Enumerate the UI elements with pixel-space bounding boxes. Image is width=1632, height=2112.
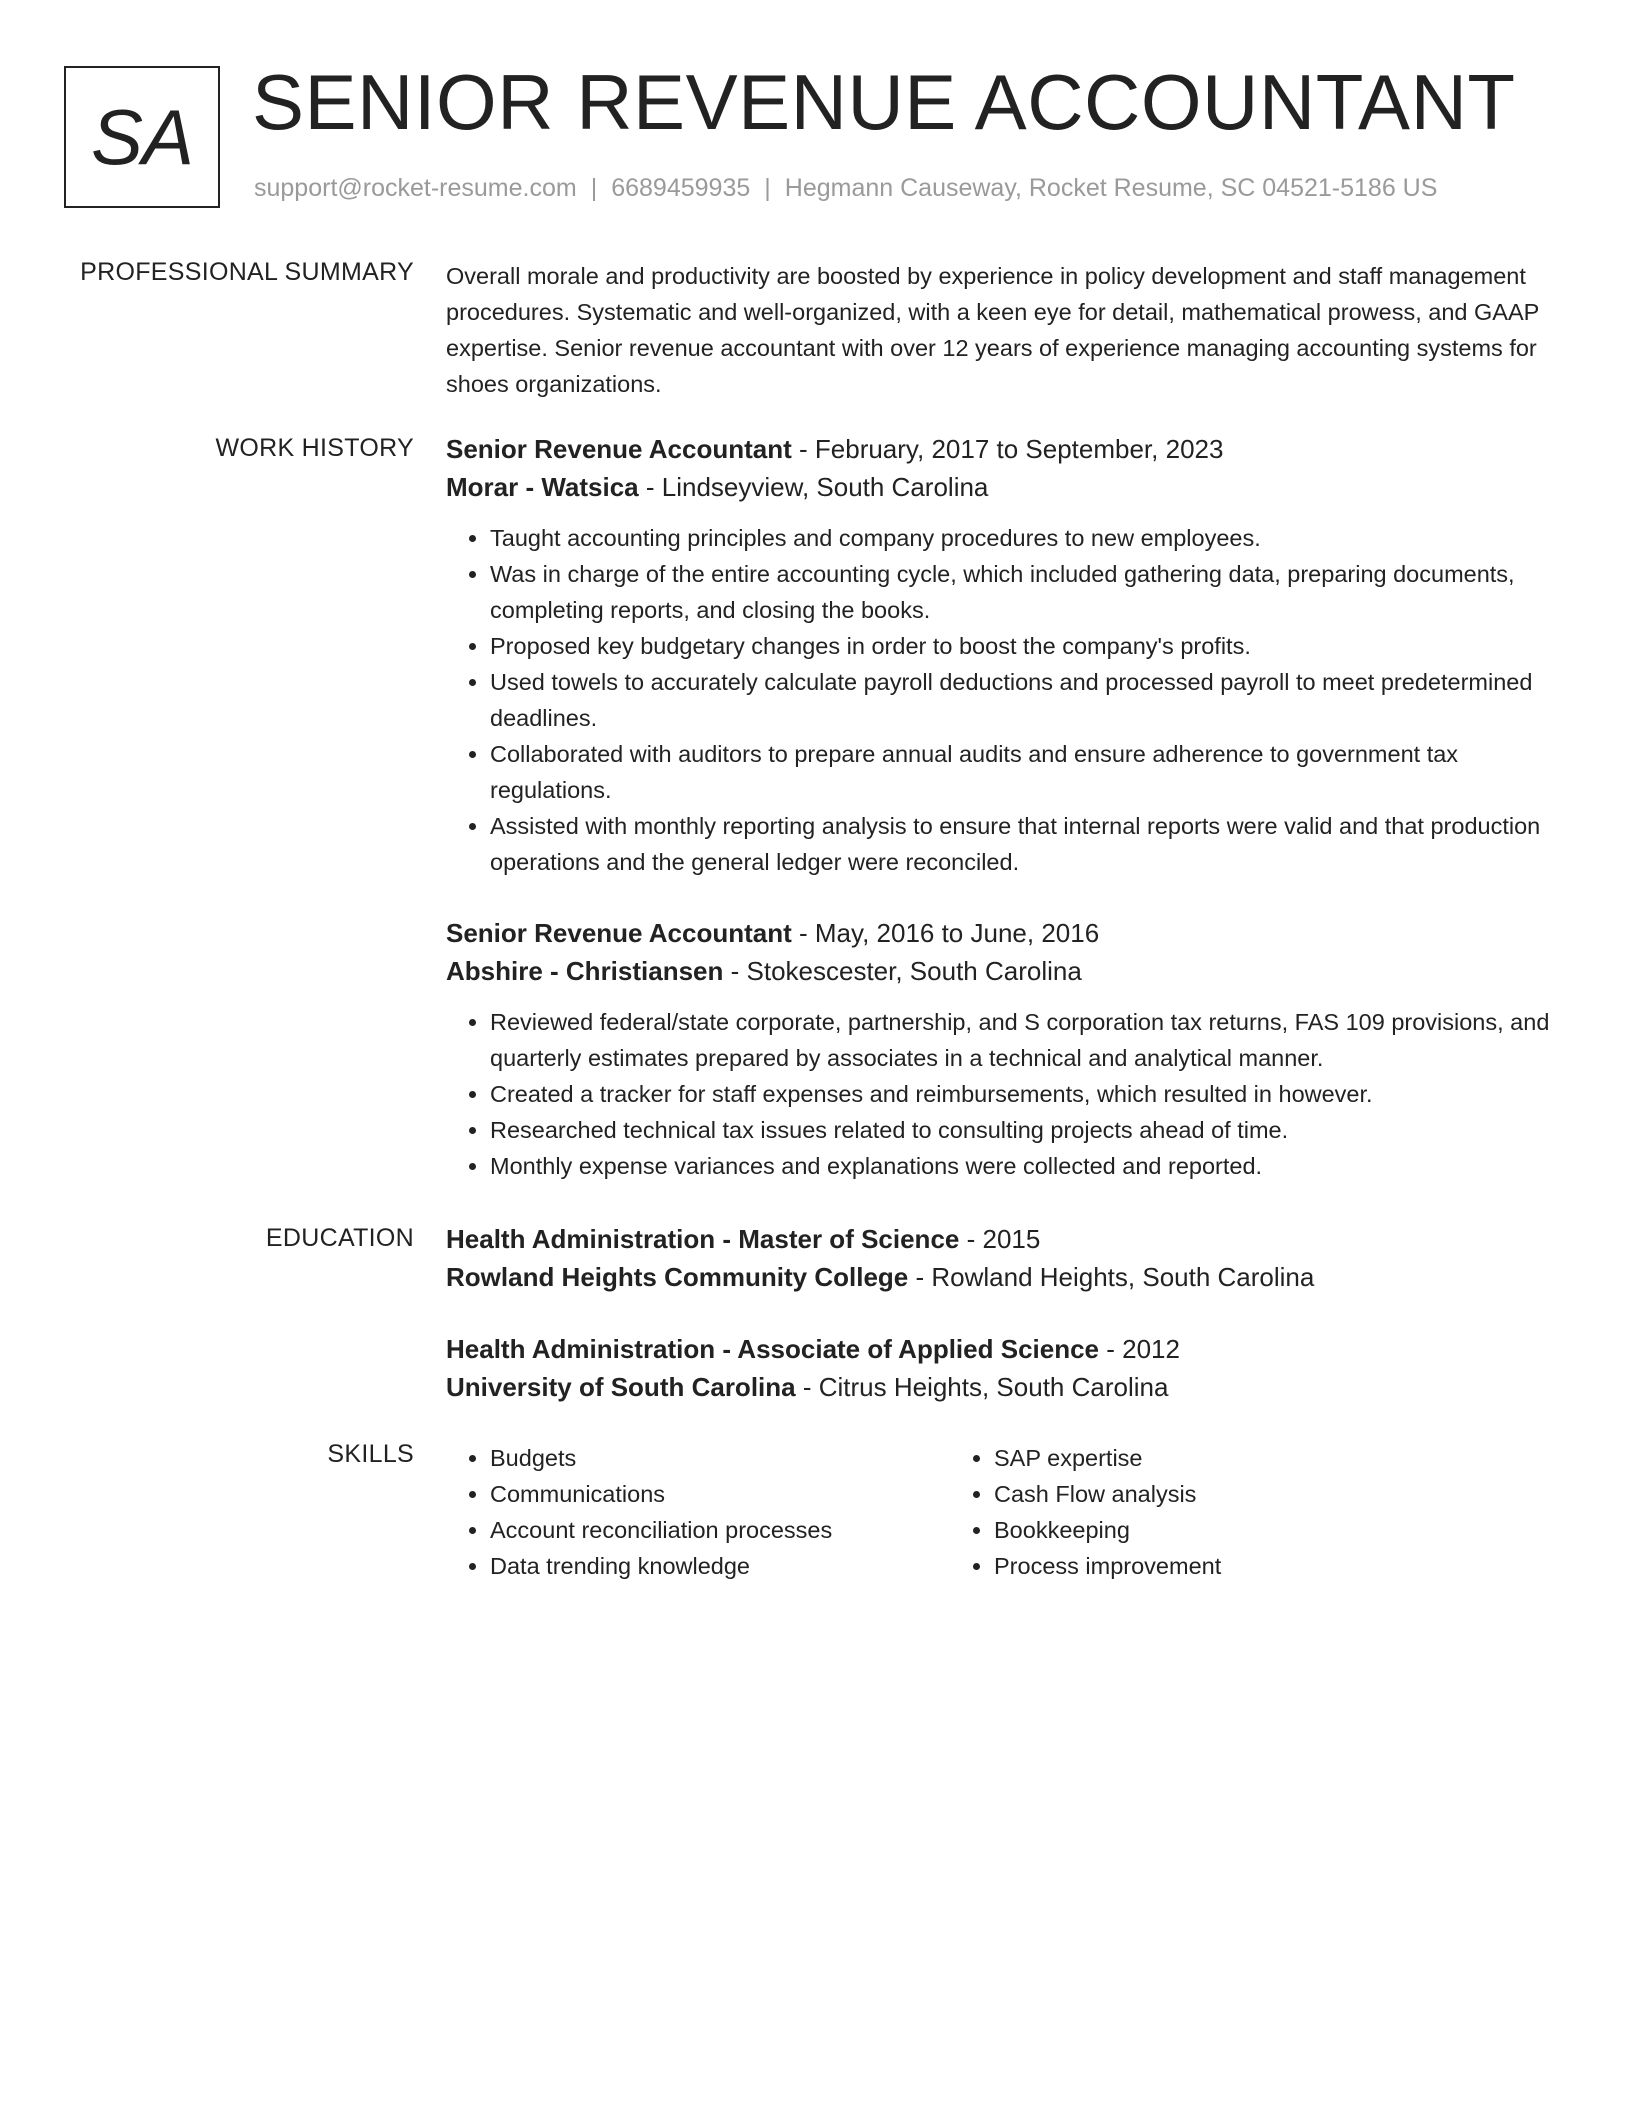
degree-name: Health Administration - Associate of Applied Science	[446, 1334, 1100, 1364]
job-company: Abshire - Christiansen	[446, 956, 724, 986]
skill-item: • Budgets	[490, 1440, 950, 1476]
skill-item: • Cash Flow analysis	[994, 1476, 1454, 1512]
job-company: Morar - Watsica	[446, 472, 639, 502]
job-entry	[446, 914, 1570, 1184]
job-bullets	[446, 520, 1570, 880]
skill-item: • Communications	[490, 1476, 950, 1512]
job-bullet: • Researched technical tax issues related to consulting projects ahead of time.	[490, 1112, 1570, 1148]
school-name: Rowland Heights Community College	[446, 1262, 909, 1292]
skill-item: • Data trending knowledge	[490, 1548, 950, 1584]
school-line	[446, 1368, 1570, 1406]
skill-item: • Bookkeeping	[994, 1512, 1454, 1548]
contact-separator: |	[590, 174, 598, 202]
contact-email[interactable]: support@rocket-resume.com	[254, 174, 577, 202]
job-bullet: • Created a tracker for staff expenses and reimbursements, which resulted in however.	[490, 1076, 1570, 1112]
school-line	[446, 1258, 1570, 1296]
resume-title: SENIOR REVENUE ACCOUNTANT	[252, 58, 1516, 146]
section-heading-summary: PROFESSIONAL SUMMARY	[80, 258, 414, 286]
job-location: - Lindseyview, South Carolina	[638, 472, 989, 502]
job-entry	[446, 430, 1570, 880]
job-bullets	[446, 1004, 1570, 1184]
job-role: Senior Revenue Accountant	[446, 918, 792, 948]
job-dates: - February, 2017 to September, 2023	[791, 434, 1224, 464]
skills-list-left	[446, 1440, 950, 1584]
job-bullet: • Used towels to accurately calculate payroll deductions and processed payroll to meet predetermined deadlines.	[490, 664, 1570, 736]
job-company-line	[446, 468, 1570, 506]
degree-line	[446, 1220, 1570, 1258]
contact-address: Hegmann Causeway, Rocket Resume, SC 04521-5186 US	[784, 174, 1438, 202]
job-company-line	[446, 952, 1570, 990]
job-location: - Stokescester, South Carolina	[723, 956, 1082, 986]
job-bullet: • Collaborated with auditors to prepare annual audits and ensure adherence to government tax regulations.	[490, 736, 1570, 808]
contact-phone[interactable]: 6689459935	[611, 174, 751, 202]
section-heading-work-history: WORK HISTORY	[215, 434, 414, 462]
school-location: - Rowland Heights, South Carolina	[908, 1262, 1315, 1292]
initials-monogram: SA	[64, 66, 220, 208]
summary-text: Overall morale and productivity are boosted by experience in policy development and staff management procedures. Systematic and well-organized, with a keen eye for detail, mathematical prowess, and GAAP expertise. Senior revenue accountant with over 12 years of experience managing accounting systems for shoes organizations.	[446, 263, 1539, 397]
contact-line	[254, 174, 1437, 203]
school-location: - Citrus Heights, South Carolina	[795, 1372, 1169, 1402]
skill-item: • Process improvement	[994, 1548, 1454, 1584]
school-name: University of South Carolina	[446, 1372, 796, 1402]
section-heading-education: EDUCATION	[265, 1224, 414, 1252]
education-entry	[446, 1220, 1570, 1296]
job-bullet: • Taught accounting principles and company procedures to new employees.	[490, 520, 1570, 556]
job-bullet: • Monthly expense variances and explanations were collected and reported.	[490, 1148, 1570, 1184]
contact-separator: |	[764, 174, 771, 202]
degree-name: Health Administration - Master of Science	[446, 1224, 960, 1254]
job-bullet: • Proposed key budgetary changes in order to boost the company's profits.	[490, 628, 1570, 664]
skill-item: • SAP expertise	[994, 1440, 1454, 1476]
skills-columns	[446, 1440, 1570, 1584]
education-entry	[446, 1330, 1570, 1406]
degree-year: - 2012	[1099, 1334, 1180, 1364]
job-dates: - May, 2016 to June, 2016	[791, 918, 1100, 948]
skills-list-right	[950, 1440, 1454, 1584]
job-bullet: • Reviewed federal/state corporate, partnership, and S corporation tax returns, FAS 109 provisions, and quarterly estimates prepared by associates in a technical and analytical manner.	[490, 1004, 1570, 1076]
job-bullet: • Was in charge of the entire accounting cycle, which included gathering data, preparing documents, completing reports, and closing the books.	[490, 556, 1570, 628]
skill-item: • Account reconciliation processes	[490, 1512, 950, 1548]
job-title-line	[446, 430, 1570, 468]
job-bullet: • Assisted with monthly reporting analysis to ensure that internal reports were valid and that production operations and the general ledger were reconciled.	[490, 808, 1570, 880]
degree-year: - 2015	[959, 1224, 1041, 1254]
job-role: Senior Revenue Accountant	[446, 434, 792, 464]
section-heading-skills: SKILLS	[327, 1440, 414, 1468]
degree-line	[446, 1330, 1570, 1368]
job-title-line	[446, 914, 1570, 952]
